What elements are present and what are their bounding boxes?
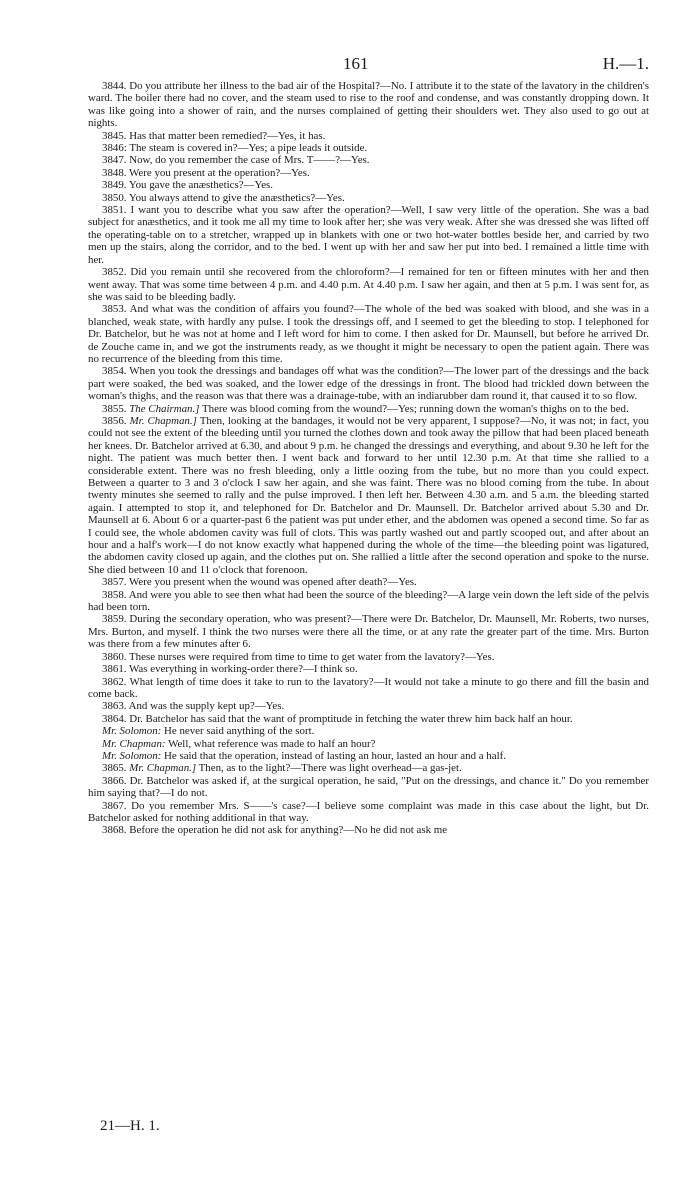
paragraph-3866 [88, 775, 649, 800]
paragraph-number: 3855. [102, 402, 127, 415]
paragraph-3850 [88, 192, 649, 204]
speaker-label: Mr. Chapman.] [129, 762, 197, 775]
paragraph-text: 3863. And was the supply kept up?—Yes. [102, 700, 285, 713]
paragraph-number: 3856. [102, 414, 127, 427]
paragraph-text: 3848. Were you present at the operation?—Yes. [102, 166, 310, 179]
paragraph-text: He said that the operation, instead of lasting an hour, lasted an hour and a half. [164, 749, 506, 762]
paragraph-3857 [88, 576, 649, 588]
paragraph-text: He never said anything of the sort. [164, 725, 315, 738]
paragraph-text: 3860. These nurses were required from time to time to get water from the lavatory?—Yes. [102, 650, 495, 663]
document-reference: H.—1. [602, 54, 649, 73]
page-body [88, 80, 649, 837]
paragraph-3849 [88, 179, 649, 191]
interjection-solomon [88, 750, 649, 762]
speaker-label: The Chairman.] [129, 402, 200, 415]
paragraph-text: 3844. Do you attribute her illness to the bad air of the Hospital?—No. I attribute it to the state of the lavatory in the children's ward. The boiler there had no cover, and the steam used to rise to the roof and condense, and was constantly dropping down. It was like going into a shower of rain, and the nurses complained of getting their shoulders wet. They also used to go out at nights. [88, 80, 649, 130]
paragraph-text: 3854. When you took the dressings and bandages off what was the condition?—The lower part of the dressings and the back part were soaked, the bed was soaked, and the lower edge of the dressings in front. The blood had trickled down between the woman's thighs, and the reason was that there was a drainage-tube, with an indiarubber dam round it, that caused it to so flow. [88, 365, 649, 403]
paragraph-text: There was blood coming from the wound?—Yes; running down the woman's thighs on to the bed. [201, 402, 629, 415]
paragraph-text: 3859. During the secondary operation, who was present?—There were Dr. Batchelor, Dr. Maunsell, Mr. Roberts, two nurses, Mrs. Burton, and myself. I think the two nurses were there all the time, or at any rate the greater part of the time. Mrs. Burton was there from a few minutes after 6. [88, 613, 649, 651]
paragraph-text: 3846: The steam is covered in?—Yes; a pipe leads it outside. [102, 142, 368, 155]
paragraph-text: 3845. Has that matter been remedied?—Yes, it has. [102, 129, 326, 142]
speaker-label: Mr. Solomon: [102, 749, 162, 762]
paragraph-number: 3865. [102, 762, 127, 775]
paragraph-3853 [88, 303, 649, 365]
paragraph-3845 [88, 130, 649, 142]
paragraph-text: 3867. Do you remember Mrs. S——'s case?—I believe some complaint was made in this case about the light, but Dr. Batchelor asked for nothing additional in that way. [88, 799, 649, 824]
paragraph-3851 [88, 204, 649, 266]
speaker-label: Mr. Chapman.] [129, 414, 197, 427]
interjection-chapman [88, 738, 649, 750]
speaker-label: Mr. Solomon: [102, 725, 162, 738]
page-header [88, 52, 649, 80]
paragraph-3863 [88, 700, 649, 712]
paragraph-text: Then, looking at the bandages, it would not be very apparent, I suppose?—No, it was not; in fact, you could not see the extent of the bleeding until you turned the clothes down and took away the pillow that had been placed beneath her knees. Dr. Batchelor arrived at 6.30, and about 9 p.m. he changed the dressings and everything, and about 9.30 he left for the night. The patient was much better then. I went back and forward to her until 12.30 p.m. At that time she rallied to a considerable extent. There was no fresh bleeding, only a little oozing from the tube, but no more than you could expect. Between a quarter to 3 and 3 o'clock I saw her again, and she was faint. There was no blood coming from the tube. In about twenty minutes she seemed to rally and the pulse improved. I then left her. Between 4.30 a.m. and 5 a.m. the bleeding started again. I attempted to stop it, and telephoned for Dr. Batchelor and Dr. Maunsell. Dr. Batchelor arrived about 5.30 and Dr. Maunsell at 6. About 6 or a quarter-past 6 the patient was put under ether, and the abdomen was opened a second time. So far as I could see, the whole abdomen cavity was full of clots. This was partly washed out and partly scooped out, and after about an hour and a half's work—I do not know exactly what happened during the whole of the time—the bleeding point was ligatured, the abdomen cavity closed up again, and the clothes put on. She rallied a little after the second operation and spoke to the nurse. She died between 10 and 11 o'clock that forenoon. [88, 414, 650, 576]
paragraph-3865 [88, 762, 649, 774]
signature-mark: 21—H. 1. [100, 1118, 160, 1134]
paragraph-3858 [88, 589, 649, 614]
paragraph-text: 3861. Was everything in working-order there?—I think so. [102, 663, 358, 676]
speaker-label: Mr. Chapman: [102, 737, 166, 750]
paragraph-3852 [88, 266, 649, 303]
paragraph-3862 [88, 676, 649, 701]
interjection-solomon [88, 725, 649, 737]
paragraph-text: 3862. What length of time does it take to run to the lavatory?—It would not take a minute to go there and fill the basin and come back. [88, 675, 649, 700]
paragraph-3867 [88, 800, 649, 825]
paragraph-text: 3864. Dr. Batchelor has said that the want of promptitude in fetching the water threw him back half an hour. [102, 712, 573, 725]
paragraph-3854 [88, 365, 649, 402]
paragraph-3855 [88, 403, 649, 415]
paragraph-text: Then, as to the light?—There was light overhead—a gas-jet. [198, 762, 462, 775]
paragraph-3861 [88, 663, 649, 675]
paragraph-3856 [88, 415, 649, 576]
paragraph-text: Well, what reference was made to half an hour? [168, 737, 376, 750]
paragraph-text: 3868. Before the operation he did not ask for anything?—No he did not ask me [102, 824, 448, 837]
paragraph-text: 3850. You always attend to give the anæsthetics?—Yes. [102, 191, 345, 204]
paragraph-text: 3857. Were you present when the wound was opened after death?—Yes. [102, 576, 417, 589]
paragraph-text: 3849. You gave the anæsthetics?—Yes. [102, 179, 274, 192]
paragraph-3868 [88, 824, 649, 836]
paragraph-3847 [88, 154, 649, 166]
paragraph-3864 [88, 713, 649, 725]
paragraph-text: 3858. And were you able to see then what had been the source of the bleeding?—A large vein down the left side of the pelvis had been torn. [88, 588, 649, 614]
paragraph-3859 [88, 613, 649, 650]
paragraph-text: 3852. Did you remain until she recovered from the chloroform?—I remained for ten or fifteen minutes with her and then went away. That was some time between 4 p.m. and 4.40 p.m. At 4.40 p.m. I saw her again, and then at 5 p.m. I was sent for, as she was said to be bleeding badly. [88, 266, 649, 303]
paragraph-text: 3851. I want you to describe what you saw after the operation?—Well, I saw very little of the operation. She was a bad subject for anæsthetics, and it took me all my time to look after her; she was very weak. After she was dressed she was lifted off the operating-table on to a stretcher, wrapped up in blankets with one or two hot-water bottles beside her, and carried by two men up the stairs, along the corridor, and to the bed. I went up with her and saw her put into bed. I remained a little time with her. [88, 204, 649, 266]
paragraph-text: 3853. And what was the condition of affairs you found?—The whole of the bed was soaked with blood, and she was in a blanched, weak state, with hardly any pulse. I took the dressings off, and I seemed to get the bleeding to stop. I telephoned for Dr. Batchelor, but he was not at home and I left word for him to come. I then asked for Dr. Maunsell, but before he arrived Dr. de Zouche came in, and we got the instruments ready, as we thought it might be necessary to open the patient again. There was no recurrence of the bleeding from this time. [88, 303, 649, 365]
paragraph-text: 3866. Dr. Batchelor was asked if, at the surgical operation, he said, "Put on the dressings, and chance it." Do you remember him saying that?—I do not. [88, 774, 649, 800]
paragraph-3844 [88, 80, 649, 130]
document-page [88, 52, 649, 837]
paragraph-3860 [88, 651, 649, 663]
paragraph-3848 [88, 167, 649, 179]
page-number: 161 [343, 54, 369, 73]
paragraph-3846 [88, 142, 649, 154]
paragraph-text: 3847. Now, do you remember the case of Mrs. T——?—Yes. [102, 154, 370, 167]
